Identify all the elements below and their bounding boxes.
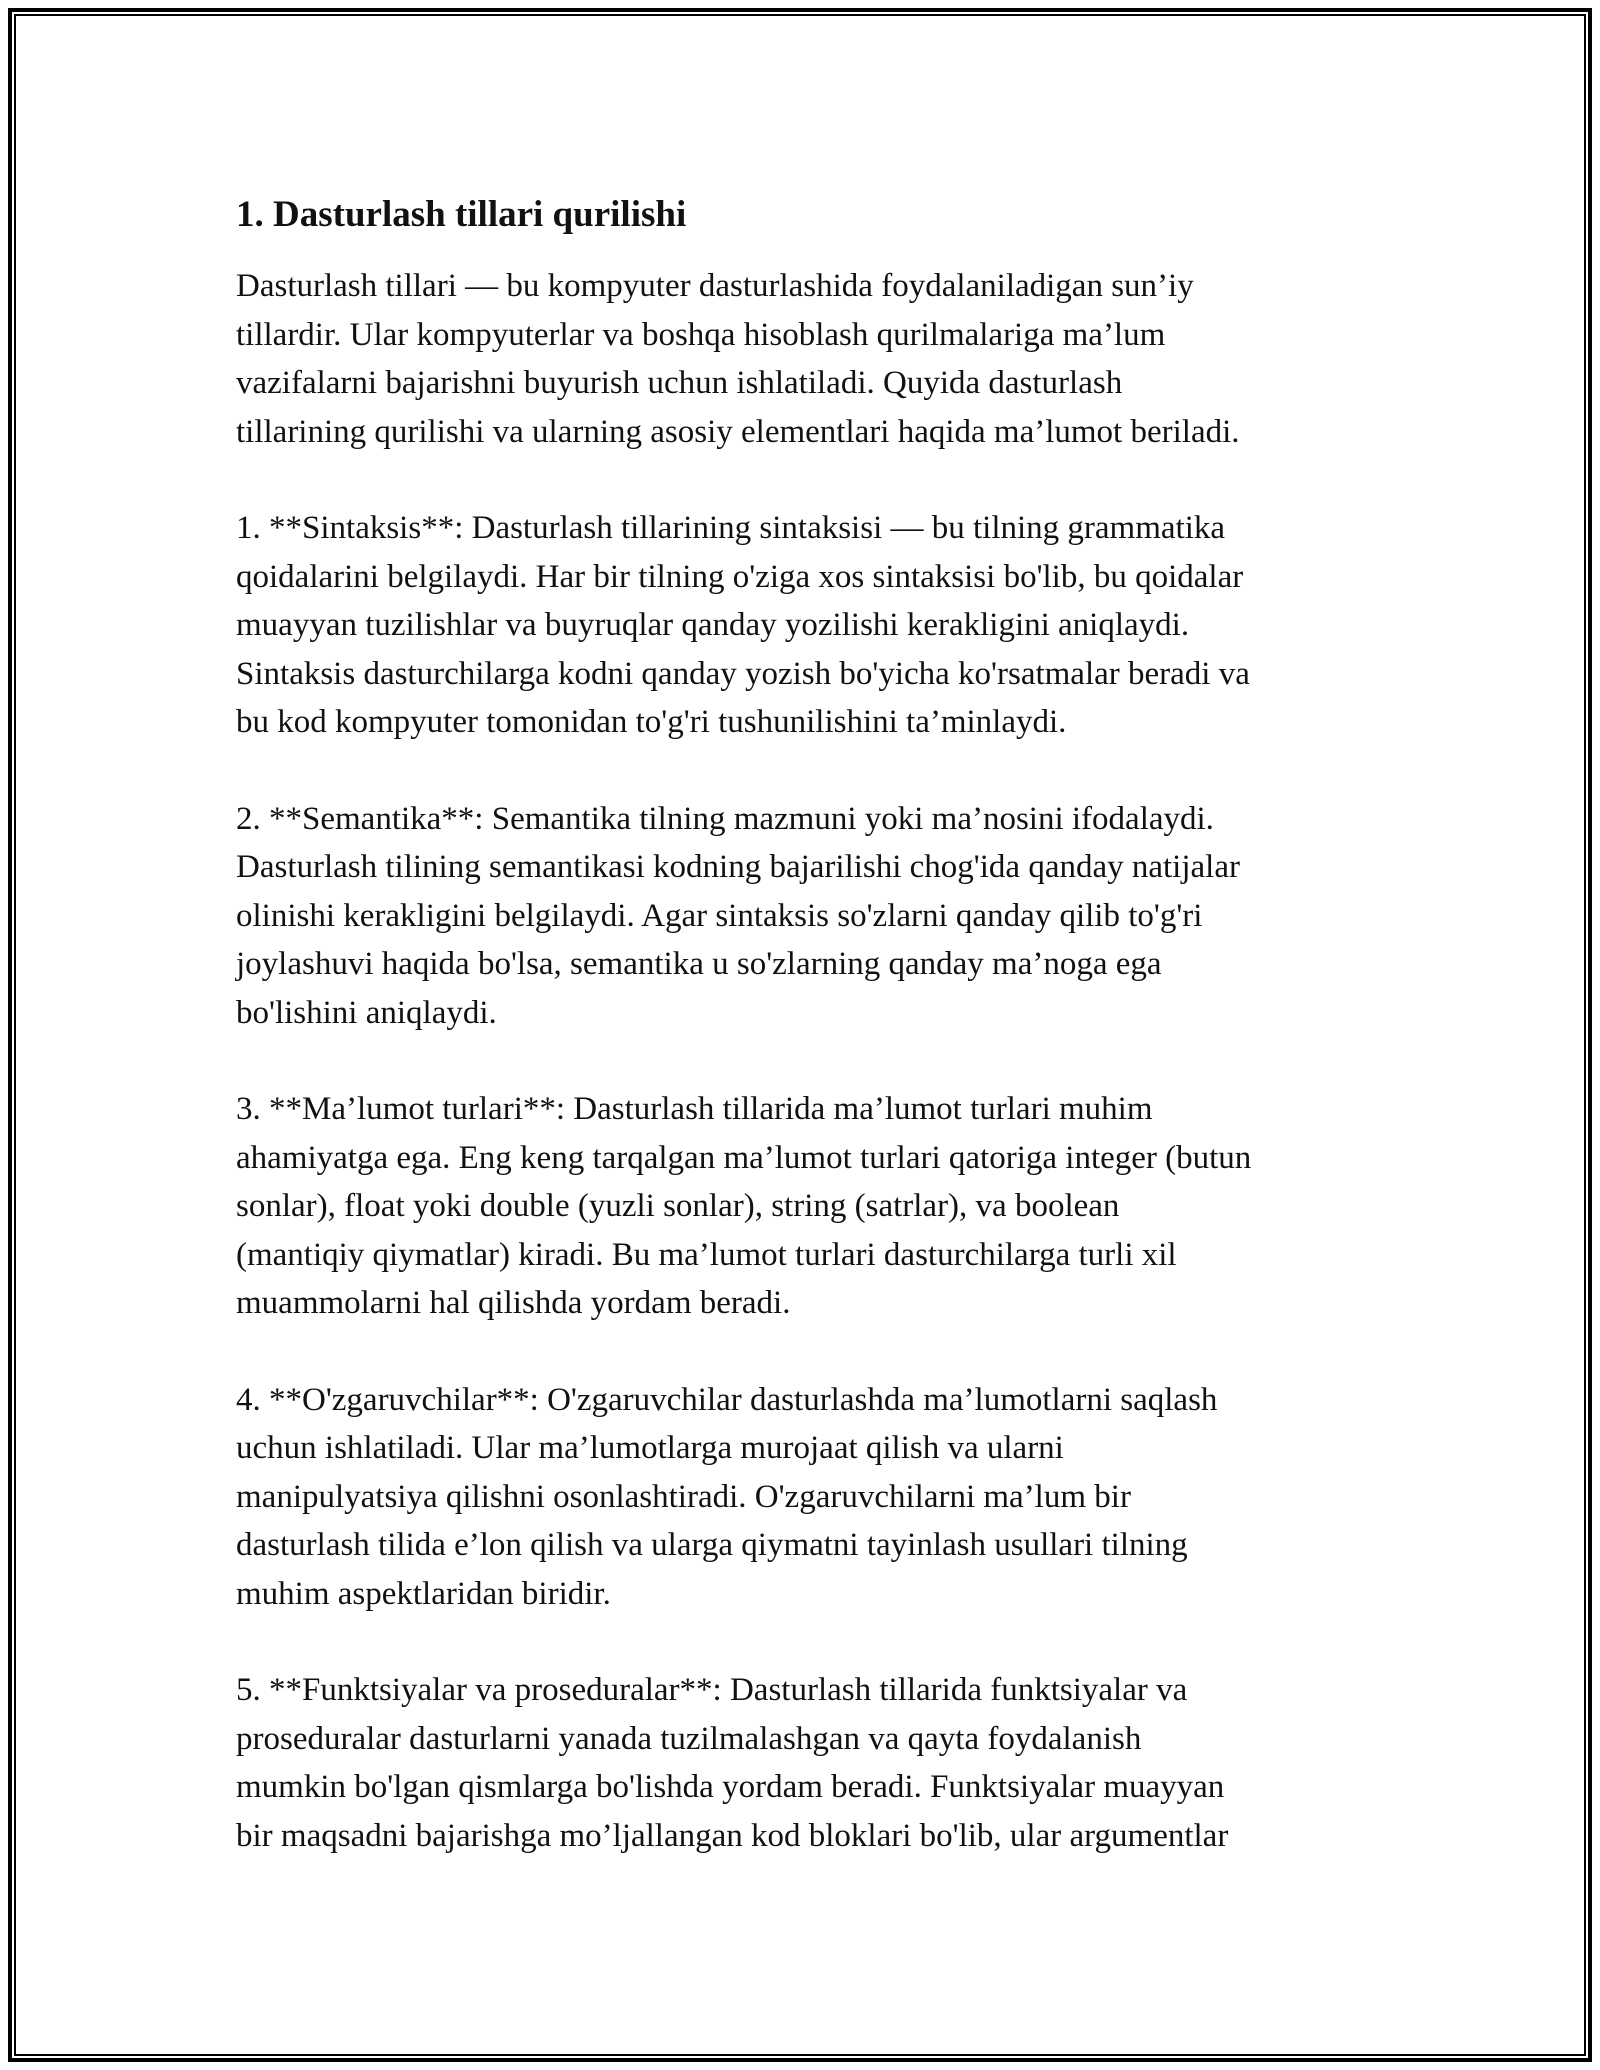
paragraph-line: proseduralar dasturlarni yanada tuzilmalashgan va qayta foydalanish (236, 1720, 1142, 1757)
paragraph-line: dasturlash tilida e’lon qilish va ularga qiymatni tayinlash usullari tilning (236, 1527, 1188, 1563)
paragraph-line: 1. **Sintaksis**: Dasturlash tillarining sintaksisi — bu tilning grammatika (236, 510, 1226, 546)
paragraph-line: manipulyatsiya qilishni osonlashtiradi. O'zgaruvchilarni ma’lum bir (236, 1478, 1131, 1515)
paragraph-line: tillarining qurilishi va ularning asosiy elementlari haqida ma’lumot beriladi. (236, 413, 1240, 450)
document-heading: 1. Dasturlash tillari qurilishi (236, 194, 687, 235)
paragraph-line: uchun ishlatiladi. Ular ma’lumotlarga murojaat qilish va ularni (236, 1430, 1064, 1466)
paragraph-line: tillardir. Ular kompyuterlar va boshqa hisoblash qurilmalariga ma’lum (236, 316, 1166, 353)
paragraph-line: vazifalarni bajarishni buyurish uchun ishlatiladi. Quyida dasturlash (236, 365, 1123, 401)
paragraph-line: Dasturlash tillari — bu kompyuter dasturlashida foydalaniladigan sun’iy (236, 268, 1194, 304)
paragraph-line: muhim aspektlaridan biridir. (236, 1575, 611, 1612)
paragraph-line: joylashuvi haqida bo'lsa, semantika u so'zlarning qanday ma’noga ega (236, 946, 1162, 982)
section-sintaksis (236, 504, 1366, 747)
paragraph-line: muayyan tuzilishlar va buyruqlar qanday yozilishi kerakligini aniqlaydi. (236, 607, 1190, 643)
paragraph-line: 3. **Ma’lumot turlari**: Dasturlash tillarida ma’lumot turlari muhim (236, 1091, 1153, 1127)
paragraph-line: 5. **Funktsiyalar va proseduralar**: Dasturlash tillarida funktsiyalar va (236, 1672, 1188, 1708)
section-malumot-turlari (236, 1085, 1366, 1328)
section-funktsiyalar (236, 1666, 1366, 1860)
intro-paragraph (236, 262, 1366, 456)
paragraph-line: sonlar), float yoki double (yuzli sonlar), string (satrlar), va boolean (236, 1188, 1120, 1224)
section-ozgaruvchilar (236, 1376, 1366, 1619)
paragraph-line: mumkin bo'lgan qismlarga bo'lishda yordam beradi. Funktsiyalar muayyan (236, 1769, 1225, 1805)
paragraph-line: muammolarni hal qilishda yordam beradi. (236, 1285, 791, 1321)
document-body (236, 186, 1366, 1908)
paragraph-line: 2. **Semantika**: Semantika tilning mazmuni yoki ma’nosini ifodalaydi. (236, 800, 1214, 837)
section-semantika (236, 795, 1366, 1038)
paragraph-line: Dasturlash tilining semantikasi kodning bajarilishi chog'ida qanday natijalar (236, 849, 1240, 885)
paragraph-line: olinishi kerakligini belgilaydi. Agar sintaksis so'zlarni qanday qilib to'g'ri (236, 897, 1203, 934)
paragraph-line: bu kod kompyuter tomonidan to'g'ri tushunilishini ta’minlaydi. (236, 704, 1067, 740)
paragraph-line: bo'lishini aniqlaydi. (236, 994, 497, 1031)
paragraph-line: Sintaksis dasturchilarga kodni qanday yozish bo'yicha ko'rsatmalar beradi va (236, 655, 1250, 692)
paragraph-line: 4. **O'zgaruvchilar**: O'zgaruvchilar dasturlashda ma’lumotlarni saqlash (236, 1381, 1218, 1418)
paragraph-line: (mantiqiy qiymatlar) kiradi. Bu ma’lumot turlari dasturchilarga turli xil (236, 1236, 1177, 1273)
paragraph-line: ahamiyatga ega. Eng keng tarqalgan ma’lumot turlari qatoriga integer (butun (236, 1139, 1252, 1176)
paragraph-line: qoidalarini belgilaydi. Har bir tilning o'ziga xos sintaksisi bo'lib, bu qoidalar (236, 558, 1244, 595)
paragraph-line: bir maqsadni bajarishga mo’ljallangan kod bloklari bo'lib, ular argumentlar (236, 1817, 1229, 1854)
